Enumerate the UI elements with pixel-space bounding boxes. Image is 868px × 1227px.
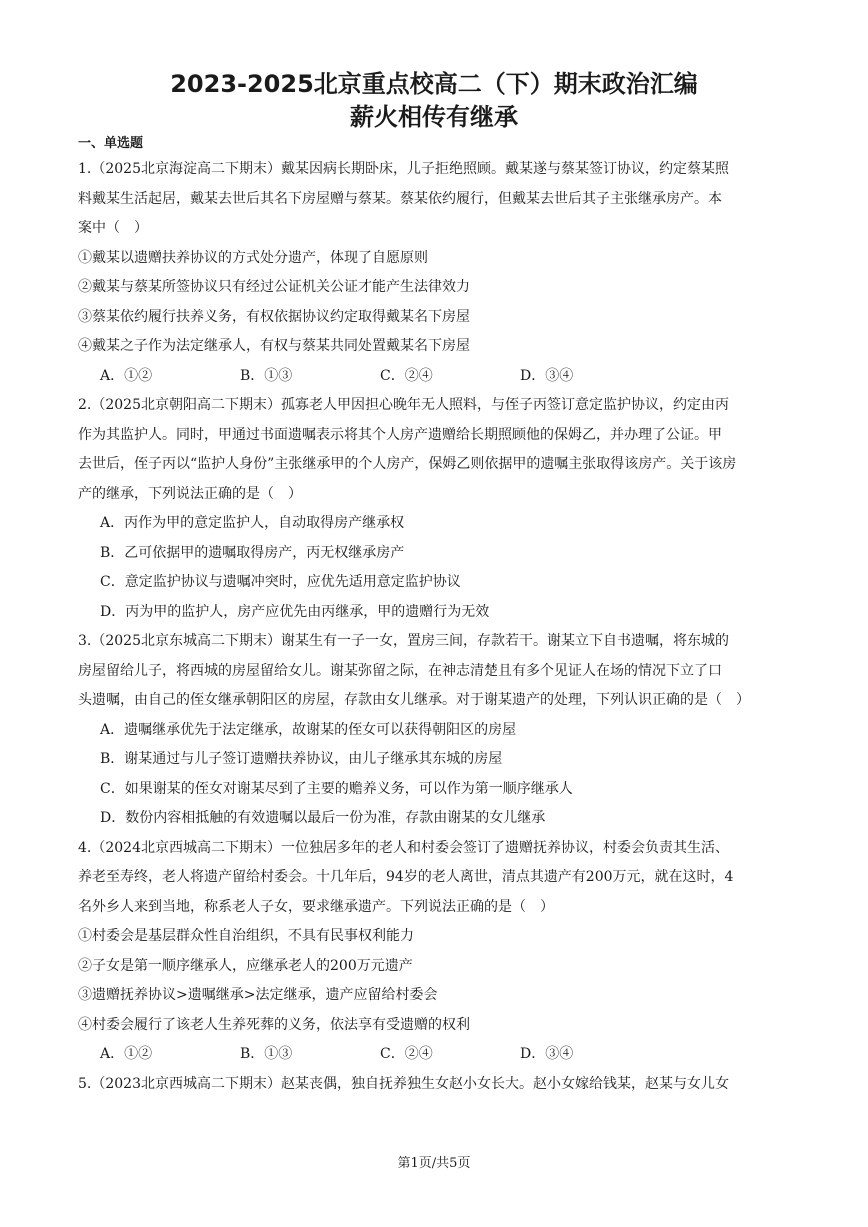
document-subtitle: 薪火相传有继承 [350,103,518,131]
question-text-line: 房屋留给儿子，将西城的房屋留给女儿。谢某弥留之际，在神志清楚且有多个见证人在场的情况下立了口 [78,662,722,679]
statement-item: ④村委会履行了该老人生养死葬的义务，依法享有受遗赠的权利 [78,1016,470,1033]
question-text-line: 养老至寿终，老人将遗产留给村委会。十几年后，94岁的老人离世，清点其遗产有200万元，就在这时，4 [78,869,734,885]
statement-item: ①村委会是基层群众性自治组织，不具有民事权利能力 [78,928,414,944]
option-c: C．意定监护协议与遗嘱冲突时，应优先适用意定监护协议 [100,574,461,590]
question-text-line: 2.（2025北京朝阳高二下期末）孤寡老人甲因担心晚年无人照料，与侄子丙签订意定监护协议，约定由丙 [78,397,729,413]
question-3 [78,627,798,834]
question-2 [78,391,798,627]
option-a: A．丙作为甲的意定监护人，自动取得房产继承权 [100,515,405,531]
option-a: A．①② [100,367,153,384]
statement-item: ②戴某与蔡某所签协议只有经过公证机关公证才能产生法律效力 [78,279,470,295]
option-d: D．丙为甲的监护人，房产应优先由丙继承，甲的遗赠行为无效 [100,603,490,620]
answer-options [78,1040,798,1070]
statement-item: ③遗赠抚养协议>遗嘱继承>法定继承，遗产应留给村委会 [78,987,438,1003]
option-a: A．遗嘱继承优先于法定继承，故谢某的侄女可以获得朝阳区的房屋 [100,721,517,738]
question-text-line: 3.（2025北京东城高二下期末）谢某生有一子一女，置房三间，存款若干。谢某立下自书遗嘱，将东城的 [78,633,729,649]
statement-item: ③蔡某依约履行扶养义务，有权依据协议约定取得戴某名下房屋 [78,308,470,325]
question-text-line: 名外乡人来到当地，称系老人子女，要求继承遗产。下列说法正确的是（ ） [78,898,554,915]
question-text-line: 料戴某生活起居，戴某去世后其名下房屋赠与蔡某。蔡某依约履行，但戴某去世后其子主张继承房产。本 [78,190,722,207]
question-text-line: 4.（2024北京西城高二下期末）一位独居多年的老人和村委会签订了遗赠抚养协议，村委会负责其生活、 [78,839,729,856]
option-b: B．①③ [240,1046,293,1062]
option-c: C．如果谢某的侄女对谢某尽到了主要的赡养义务，可以作为第一顺序继承人 [100,780,573,797]
option-b: B．谢某通过与儿子签订遗赠扶养协议，由儿子继承其东城的房屋 [100,751,503,767]
option-d: D．③④ [520,367,574,384]
option-a: A．①② [100,1046,153,1062]
statement-item: ②子女是第一顺序继承人，应继承老人的200万元遗产 [78,957,413,974]
question-content [78,135,798,1099]
option-c: C．②④ [380,367,433,384]
question-text-line: 1.（2025北京海淀高二下期末）戴某因病长期卧床，儿子拒绝照顾。戴某遂与蔡某签订协议，约定蔡某照 [78,161,729,177]
question-4 [78,834,798,1070]
question-text-line: 去世后，侄子丙以“监护人身份”主张继承甲的个人房产，保姆乙则依据甲的遗嘱主张取得该房产。关于该房 [78,456,737,472]
question-5 [78,1070,798,1100]
option-b: B．①③ [240,367,293,384]
statement-item: ①戴某以遗赠扶养协议的方式处分遗产，体现了自愿原则 [78,249,428,266]
answer-options [78,362,798,392]
option-b: B．乙可依据甲的遗嘱取得房产，丙无权继承房产 [100,544,405,561]
option-d: D．③④ [520,1046,574,1062]
question-1 [78,155,798,391]
question-text-line: 作为其监护人。同时，甲通过书面遗嘱表示将其个人房产遗赠给长期照顾他的保姆乙，并办理了公证。甲 [78,426,722,443]
question-text-line: 5.（2023北京西城高二下期末）赵某丧偶，独自抚养独生女赵小女长大。赵小女嫁给钱某，赵某与女儿女 [78,1075,729,1092]
section-heading: 一、单选题 [78,136,144,151]
question-text-line: 产的继承，下列说法正确的是（ ） [78,485,302,502]
document-title: 2023-2025北京重点校高二（下）期末政治汇编 [170,70,698,98]
option-c: C．②④ [380,1046,433,1062]
statement-item: ④戴某之子作为法定继承人，有权与蔡某共同处置戴某名下房屋 [78,338,470,354]
question-text-line: 头遗嘱，由自己的侄女继承朝阳区的房屋，存款由女儿继承。对于谢某遗产的处理，下列认识正确的是（ ） [78,692,750,708]
question-text-line: 案中（ ） [78,220,148,236]
page-number: 第1页/共5页 [397,1156,471,1171]
option-d: D．数份内容相抵触的有效遗嘱以最后一份为准，存款由谢某的女儿继承 [100,810,546,826]
